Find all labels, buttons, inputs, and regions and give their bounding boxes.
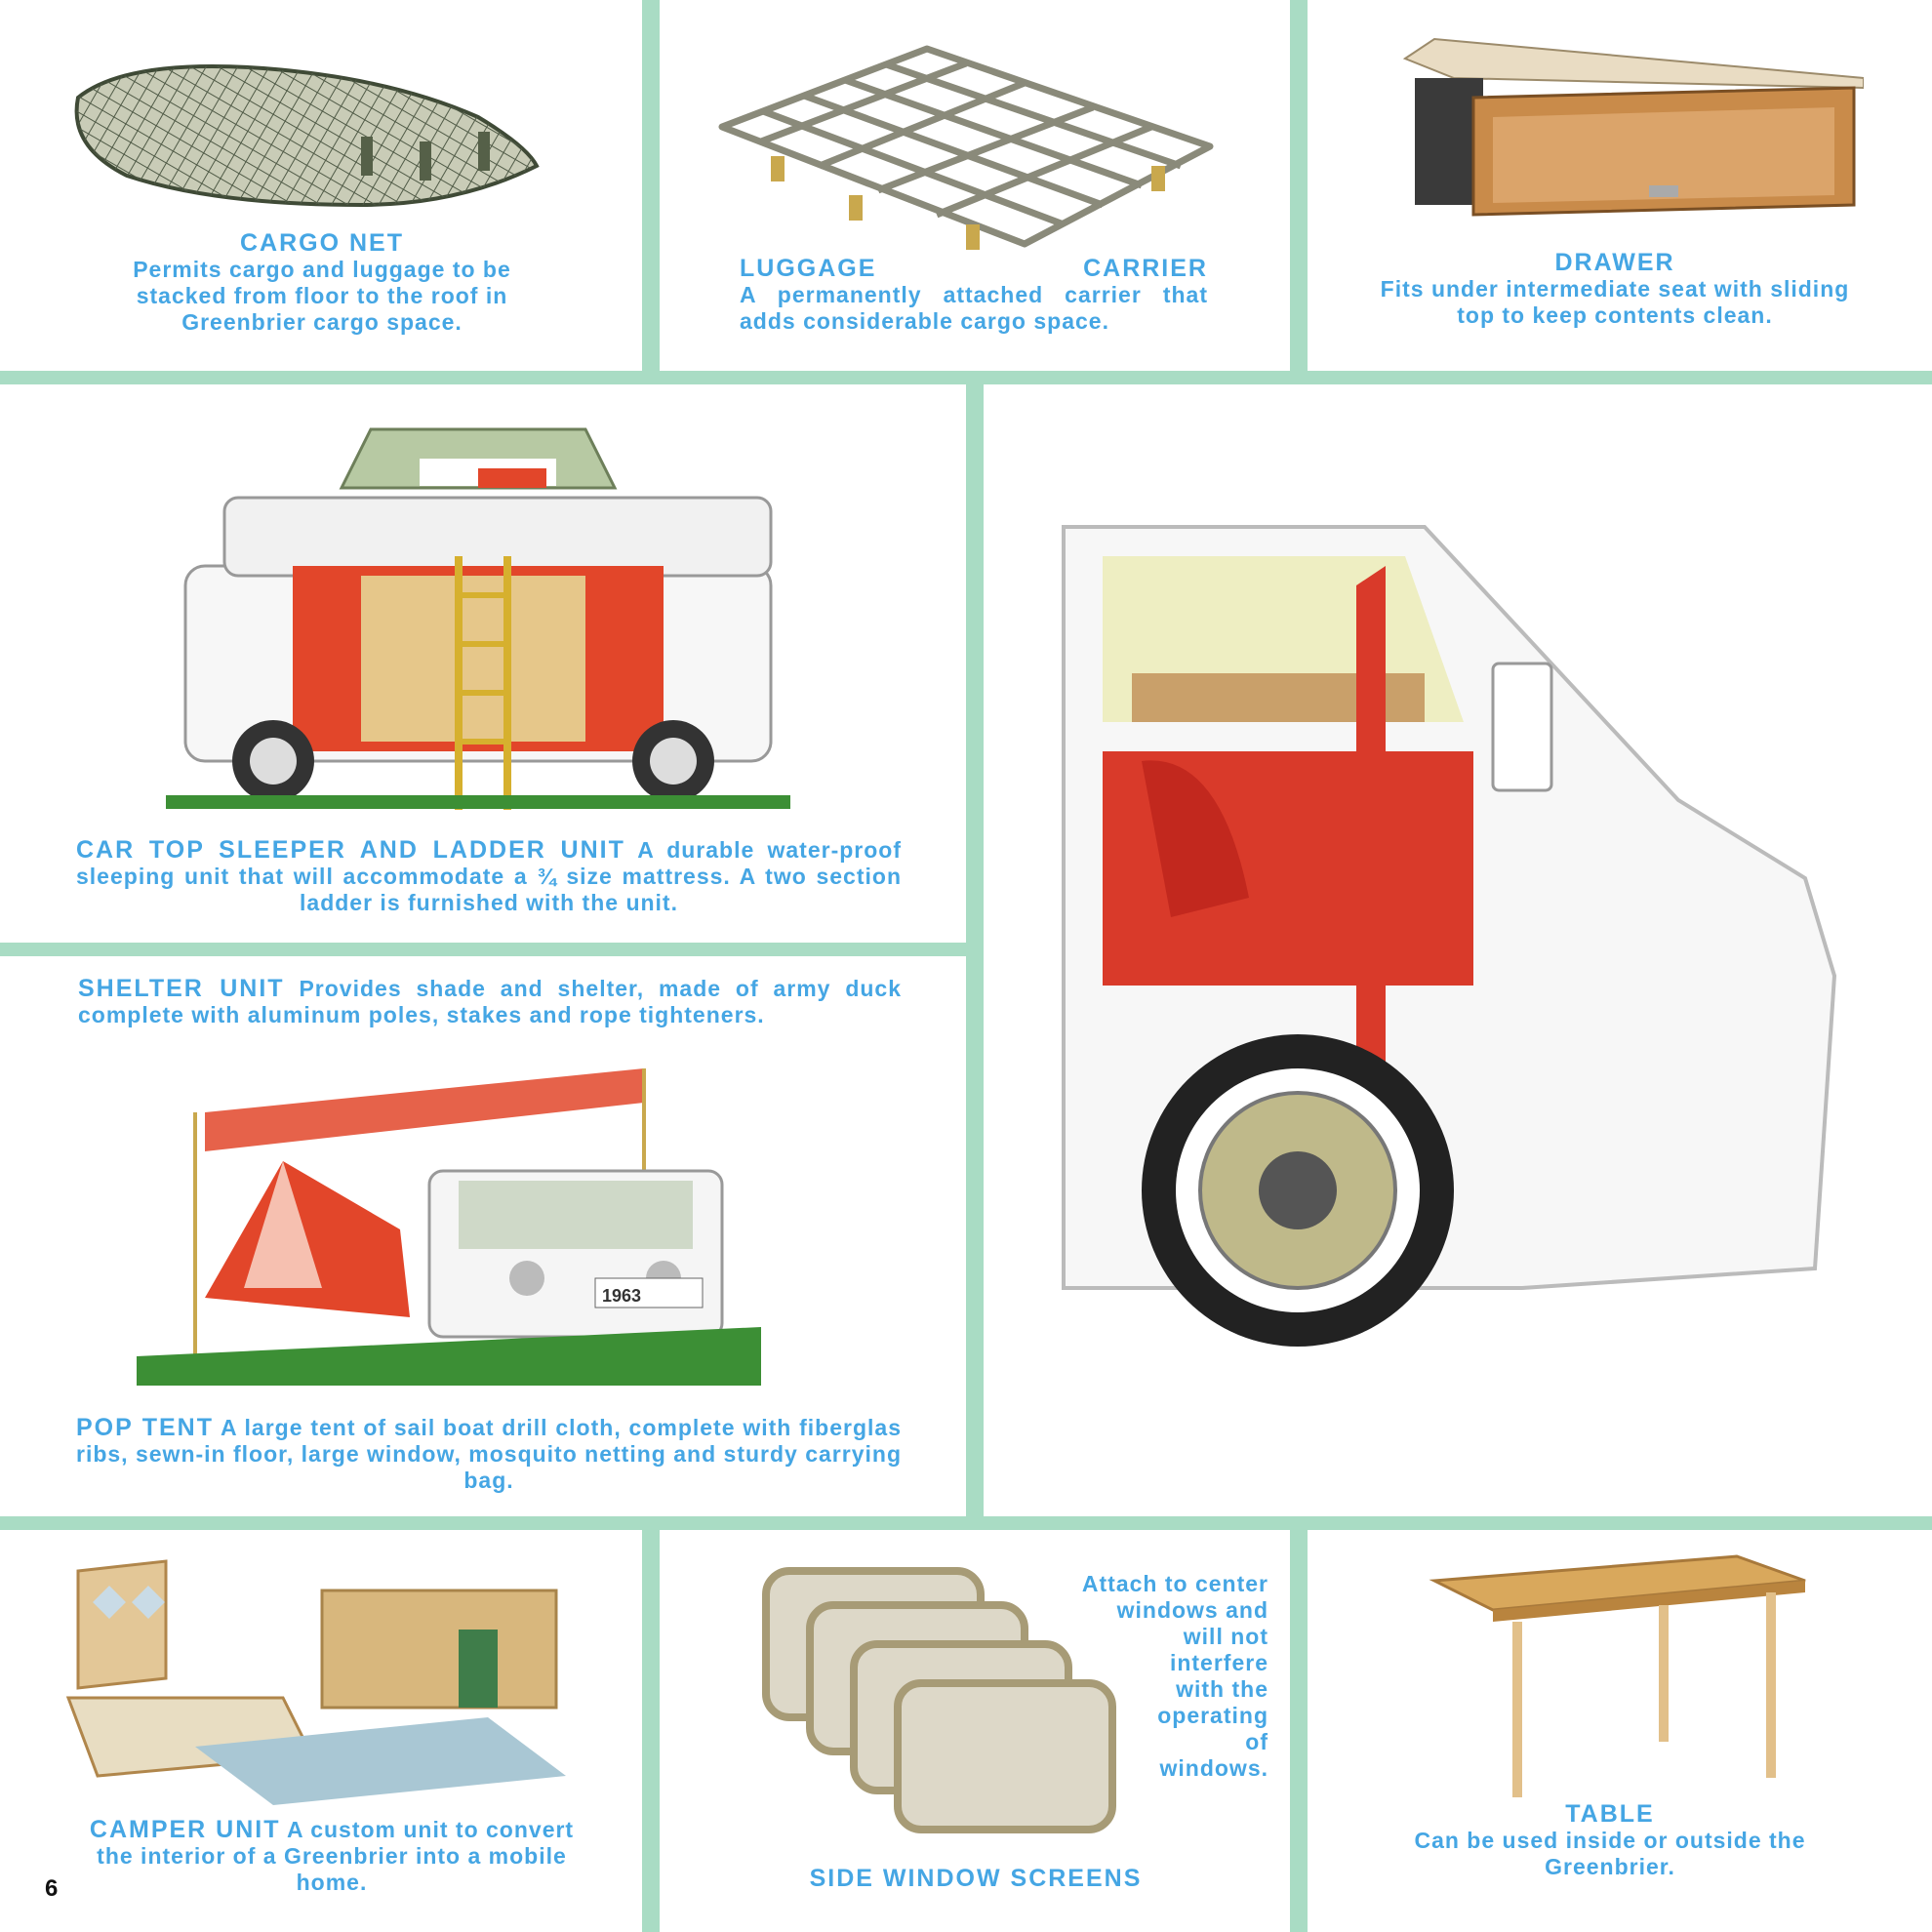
table-caption bbox=[1366, 1801, 1854, 1880]
luggage-carrier-title-right: CARRIER bbox=[1083, 255, 1208, 282]
divider-left-mid bbox=[0, 943, 966, 956]
camper-unit-illustration bbox=[59, 1551, 605, 1805]
page-number: 6 bbox=[45, 1875, 59, 1902]
license-plate: 1963 bbox=[602, 1286, 642, 1306]
cargo-net-body: Permits cargo and luggage to be stacked from floor to the roof in Greenbrier cargo space. bbox=[133, 257, 511, 335]
table-illustration bbox=[1425, 1551, 1815, 1805]
shelter-unit-body: Provides shade and shelter, made of army duck complete with aluminum poles, stakes and rope tighteners. bbox=[78, 976, 903, 1027]
divider-row-1 bbox=[0, 371, 1932, 384]
side-window-screens-title: SIDE WINDOW SCREENS bbox=[809, 1865, 1143, 1892]
pop-tent-title: POP TENT bbox=[76, 1414, 214, 1441]
note-line: windows and bbox=[1116, 1597, 1268, 1623]
drawer-illustration bbox=[1395, 29, 1864, 234]
pop-tent-illustration bbox=[137, 1064, 781, 1386]
side-window-screens-caption bbox=[683, 1866, 1268, 1892]
camper-unit-caption bbox=[88, 1817, 576, 1896]
divider-bottom-1 bbox=[642, 1530, 660, 1932]
camper-unit-body: A custom unit to convert the interior of a Greenbrier into a mobile home. bbox=[97, 1817, 575, 1895]
note-line: operating bbox=[1157, 1703, 1268, 1728]
table-title: TABLE bbox=[1565, 1800, 1655, 1828]
note-line: Attach to center bbox=[1081, 1571, 1268, 1596]
luggage-carrier-caption bbox=[740, 256, 1208, 335]
luggage-carrier-title-left: LUGGAGE bbox=[740, 255, 877, 282]
divider-middle bbox=[966, 384, 984, 1516]
drawer-title: DRAWER bbox=[1554, 249, 1675, 276]
camper-unit-title: CAMPER UNIT bbox=[89, 1816, 281, 1843]
divider-bottom-2 bbox=[1290, 1530, 1308, 1932]
cargo-net-illustration bbox=[68, 59, 556, 215]
cargo-net-title: CARGO NET bbox=[240, 229, 404, 257]
table-body: Can be used inside or outside the Greenbrier. bbox=[1414, 1828, 1806, 1879]
note-line: will not bbox=[1183, 1624, 1268, 1649]
note-line: of bbox=[1245, 1729, 1268, 1754]
car-top-sleeper-caption bbox=[76, 837, 902, 916]
car-top-sleeper-illustration bbox=[166, 420, 790, 810]
note-line: windows. bbox=[1159, 1755, 1268, 1781]
divider-row-2 bbox=[0, 1516, 1932, 1530]
pop-tent-caption bbox=[76, 1415, 902, 1494]
van-cab-illustration bbox=[1034, 507, 1864, 1366]
divider-top-2 bbox=[1290, 0, 1308, 371]
car-top-sleeper-body: A durable water-proof sleeping unit that will accommodate a ¾ size mattress. A two section ladder is furnished with the unit. bbox=[76, 837, 902, 915]
shelter-unit-title: SHELTER UNIT bbox=[78, 975, 285, 1002]
luggage-carrier-body: A permanently attached carrier that adds considerable cargo space. bbox=[740, 282, 1208, 334]
note-line: with the bbox=[1176, 1676, 1268, 1702]
pop-tent-body: A large tent of sail boat drill cloth, complete with fiberglas ribs, sewn-in floor, large window, mosquito netting and sturdy carrying bag. bbox=[76, 1415, 902, 1493]
note-line: interfere bbox=[1169, 1650, 1268, 1675]
car-top-sleeper-title: CAR TOP SLEEPER AND LADDER UNIT bbox=[76, 836, 625, 864]
drawer-body: Fits under intermediate seat with sliding top to keep contents clean. bbox=[1380, 276, 1850, 328]
shelter-unit-caption bbox=[78, 976, 902, 1028]
side-window-screens-note bbox=[1034, 1571, 1268, 1782]
divider-top-1 bbox=[642, 0, 660, 371]
drawer-caption bbox=[1376, 250, 1854, 329]
luggage-carrier-illustration bbox=[703, 39, 1229, 263]
cargo-net-caption bbox=[88, 230, 556, 336]
